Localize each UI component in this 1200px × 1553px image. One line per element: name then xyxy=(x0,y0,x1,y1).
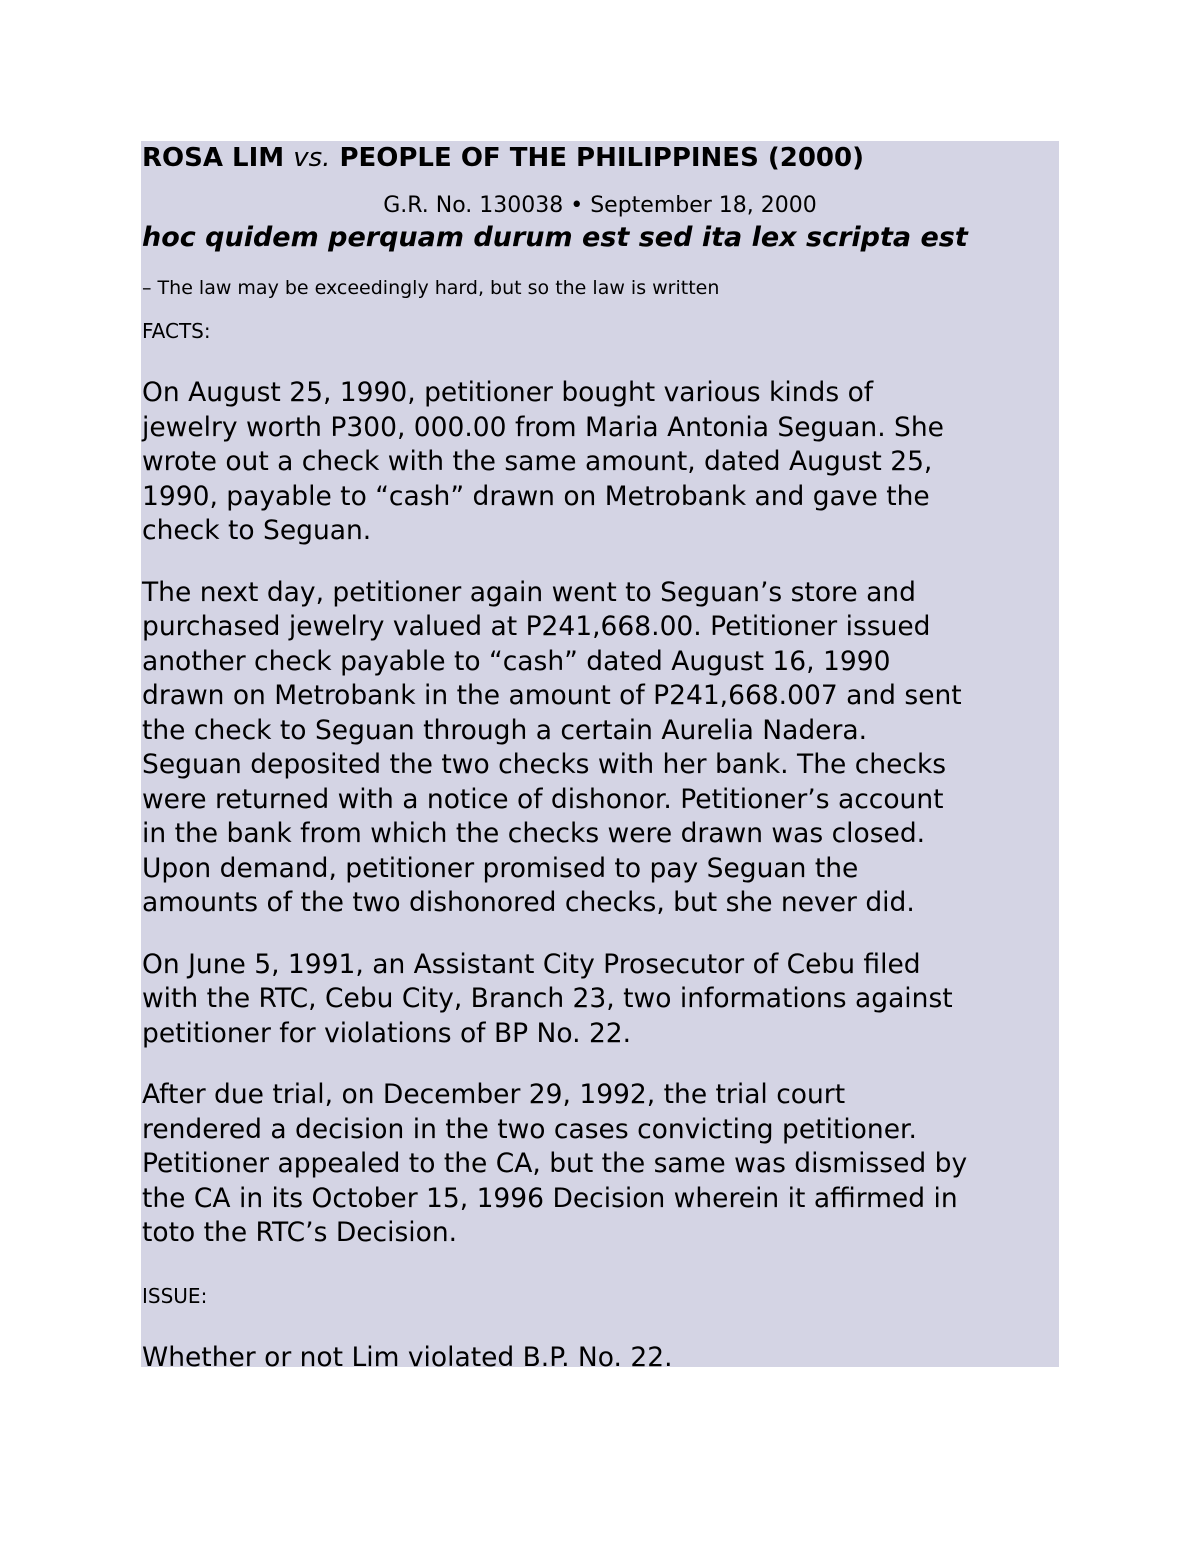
paragraph-line: in the bank from which the checks were drawn was closed. xyxy=(142,818,926,849)
paragraph-line: Petitioner appealed to the CA, but the same was dismissed by xyxy=(142,1148,968,1179)
paragraph-line: On August 25, 1990, petitioner bought various kinds of xyxy=(142,377,874,408)
paragraph-line: Upon demand, petitioner promised to pay Seguan the xyxy=(142,852,859,884)
issue-heading: ISSUE: xyxy=(142,1283,208,1308)
paragraph-line: check to Seguan. xyxy=(142,515,372,546)
paragraph-line: toto the RTC’s Decision. xyxy=(142,1217,458,1248)
paragraph-line: amounts of the two dishonored checks, but she never did. xyxy=(142,887,915,918)
document-text xyxy=(142,141,1058,1375)
paragraph-line: with the RTC, Cebu City, Branch 23, two informations against xyxy=(142,983,953,1014)
issue-statement: Whether or not Lim violated B.P. No. 22. xyxy=(142,1341,673,1373)
latin-maxim: hoc quidem perquam durum est sed ita lex scripta est xyxy=(142,222,968,253)
facts-paragraph-4 xyxy=(142,1078,1058,1251)
paragraph-line: wrote out a check with the same amount, dated August 25, xyxy=(142,446,933,477)
paragraph-line: another check payable to “cash” dated August 16, 1990 xyxy=(142,645,891,677)
facts-paragraph-3 xyxy=(142,948,1058,1052)
title-part2: PEOPLE OF THE PHILIPPINES (2000) xyxy=(330,143,864,173)
paragraph-line: rendered a decision in the two cases convicting petitioner. xyxy=(142,1113,917,1145)
paragraph-line: After due trial, on December 29, 1992, the trial court xyxy=(142,1079,846,1110)
paragraph-line: 1990, payable to “cash” drawn on Metrobank and gave the xyxy=(142,480,930,512)
paragraph-line: the check to Seguan through a certain Aurelia Nadera. xyxy=(142,714,868,746)
gr-number-line: G.R. No. 130038 • September 18, 2000 xyxy=(383,193,817,218)
paragraph-line: jewelry worth P300, 000.00 from Maria Antonia Seguan. She xyxy=(142,411,944,443)
paragraph-line: purchased jewelry valued at P241,668.00. Petitioner issued xyxy=(142,611,931,642)
facts-heading: FACTS: xyxy=(142,319,211,343)
facts-paragraph-2 xyxy=(142,576,1058,921)
facts-paragraph-1 xyxy=(142,376,1058,549)
paragraph-line: drawn on Metrobank in the amount of P241,668.007 and sent xyxy=(142,680,962,711)
title-part1: ROSA LIM xyxy=(142,143,294,173)
paragraph-line: The next day, petitioner again went to Seguan’s store and xyxy=(142,576,916,608)
maxim-translation: – The law may be exceedingly hard, but so the law is written xyxy=(142,277,720,299)
paragraph-line: Seguan deposited the two checks with her bank. The checks xyxy=(142,749,947,780)
highlighted-content-area xyxy=(141,141,1059,1373)
title-vs: vs. xyxy=(293,143,331,173)
paragraph-line: were returned with a notice of dishonor. Petitioner’s account xyxy=(142,783,944,815)
case-title xyxy=(142,141,1058,175)
paragraph-line: the CA in its October 15, 1996 Decision wherein it affirmed in xyxy=(142,1182,958,1214)
paragraph-line: On June 5, 1991, an Assistant City Prosecutor of Cebu filed xyxy=(142,948,921,980)
paragraph-line: petitioner for violations of BP No. 22. xyxy=(142,1017,632,1049)
